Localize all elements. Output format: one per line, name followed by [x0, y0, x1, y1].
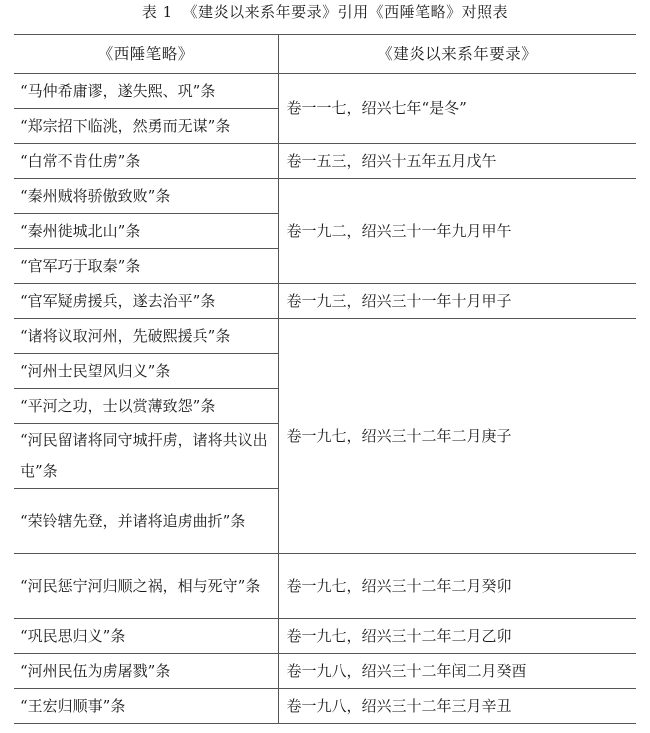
source-entry: “官军疑虏援兵，遂去治平”条: [14, 284, 278, 319]
table-row: [14, 619, 636, 654]
citation-entry: 卷一五三，绍兴十五年五月戊午: [278, 144, 636, 179]
table-number: 表 1: [141, 3, 173, 21]
table-row: [14, 654, 636, 689]
table-row: [14, 319, 636, 354]
citation-entry: 卷一九七，绍兴三十二年二月庚子: [278, 319, 636, 554]
citation-entry: 卷一九八，绍兴三十二年三月辛丑: [278, 689, 636, 724]
column-header-xichui-bilue: 《西陲笔略》: [14, 35, 278, 74]
source-entry: “河州民伍为虏屠戮”条: [14, 654, 278, 689]
source-entry: “马仲希庸谬，遂失熙、巩”条: [14, 74, 278, 109]
source-entry: “巩民思归义”条: [14, 619, 278, 654]
source-entry: “河民留诸将同守城扞虏，诸将共议出屯”条: [14, 424, 278, 489]
column-header-jianyan-yaolu: 《建炎以来系年要录》: [278, 35, 636, 74]
source-entry: “官军巧于取秦”条: [14, 249, 278, 284]
comparison-table: [14, 34, 636, 724]
table-caption: [0, 0, 650, 26]
table-row: [14, 144, 636, 179]
citation-entry: 卷一九八，绍兴三十二年闰二月癸酉: [278, 654, 636, 689]
source-entry: “郑宗招下临洮，然勇而无谋”条: [14, 109, 278, 144]
table-row: [14, 689, 636, 724]
source-entry: “平河之功，士以赏薄致怨”条: [14, 389, 278, 424]
source-entry: “秦州徙城北山”条: [14, 214, 278, 249]
citation-entry: 卷一九七，绍兴三十二年二月乙卯: [278, 619, 636, 654]
table-row: [14, 554, 636, 619]
source-entry: “荣铃辖先登，并诸将追虏曲折”条: [14, 489, 278, 554]
citation-entry: 卷一九七，绍兴三十二年二月癸卯: [278, 554, 636, 619]
source-entry: “白常不肯仕虏”条: [14, 144, 278, 179]
source-entry: “秦州贼将骄傲致败”条: [14, 179, 278, 214]
citation-entry: 卷一九三，绍兴三十一年十月甲子: [278, 284, 636, 319]
source-entry: “河民惩宁河归顺之祸，相与死守”条: [14, 554, 278, 619]
table-row: [14, 179, 636, 214]
table-title: 《建炎以来系年要录》引用《西陲笔略》对照表: [182, 3, 509, 21]
source-entry: “河州士民望风归义”条: [14, 354, 278, 389]
source-entry: “诸将议取河州，先破熙援兵”条: [14, 319, 278, 354]
header-row: [14, 35, 636, 74]
citation-entry: 卷一九二，绍兴三十一年九月甲午: [278, 179, 636, 284]
source-entry: “王宏归顺事”条: [14, 689, 278, 724]
table-row: [14, 74, 636, 109]
table-row: [14, 284, 636, 319]
citation-entry: 卷一一七，绍兴七年“是冬”: [278, 74, 636, 144]
